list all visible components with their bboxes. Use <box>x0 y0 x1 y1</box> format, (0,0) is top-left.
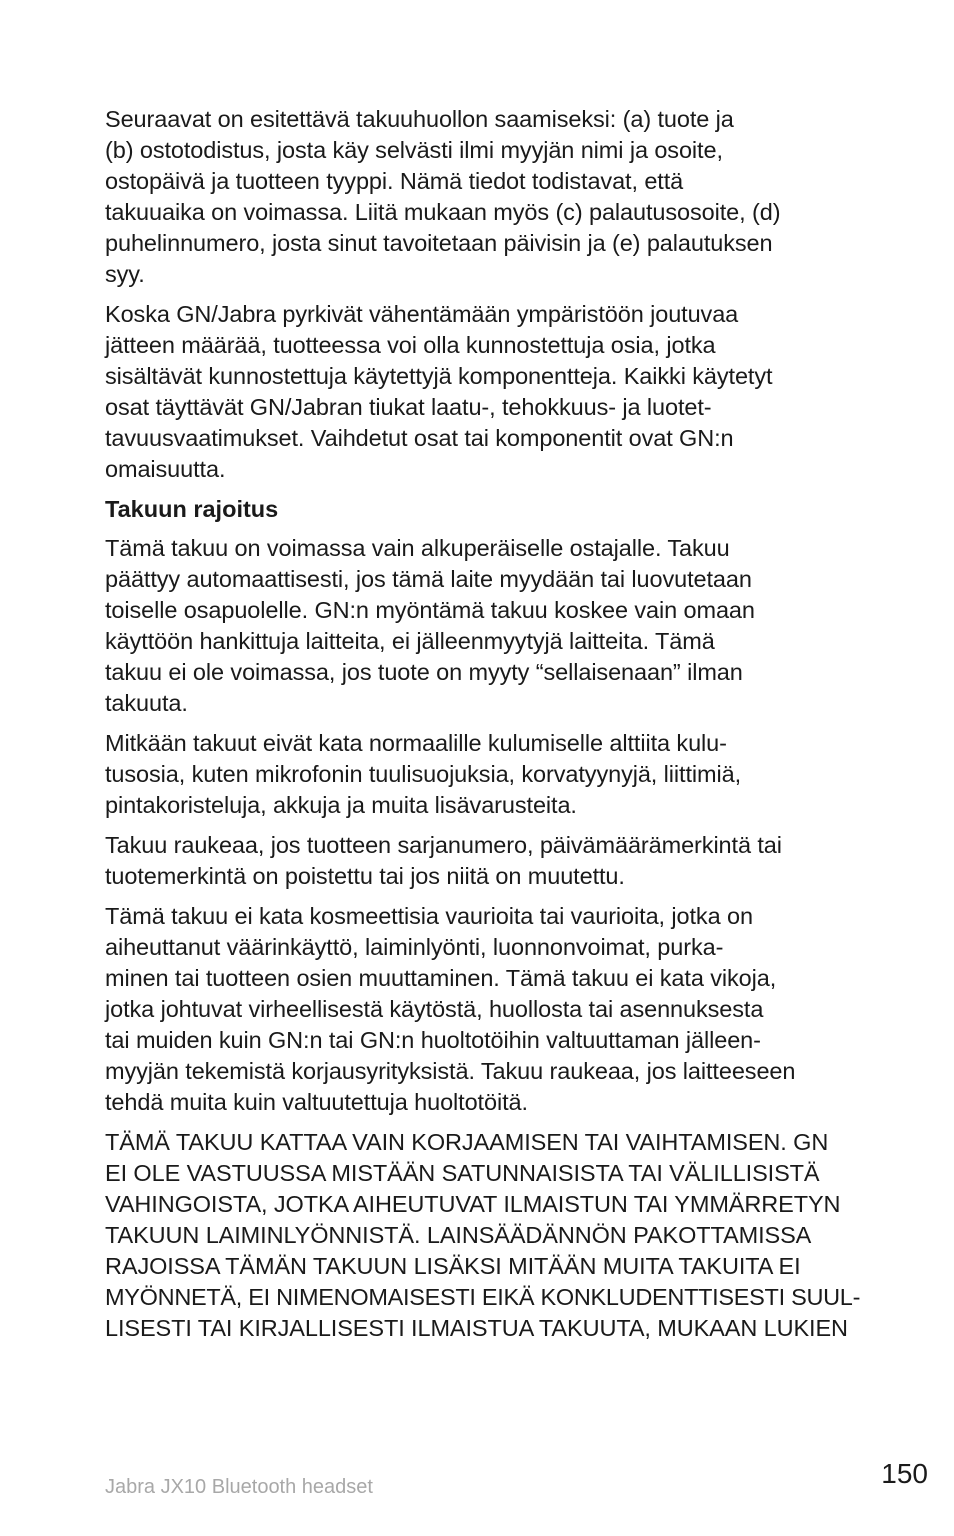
text-line: Tämä takuu ei kata kosmeettisia vaurioita tai vaurioita, jotka on <box>105 903 753 929</box>
paragraph-warranty-requirements <box>105 104 860 290</box>
text-line: Koska GN/Jabra pyrkivät vähentämään ympäristöön joutuvaa <box>105 301 739 327</box>
text-line: osat täyttävät GN/Jabran tiukat laatu-, tehokkuus- ja luotet- <box>105 394 712 420</box>
text-line: Seuraavat on esitettävä takuuhuollon saamiseksi: (a) tuote ja <box>105 106 734 132</box>
page-number: 150 <box>881 1458 928 1489</box>
text-line: takuu ei ole voimassa, jos tuote on myyty “sellaisenaan” ilman <box>105 659 743 685</box>
section-heading: Takuun rajoitus <box>105 496 279 522</box>
text-line: aiheuttanut väärinkäyttö, laiminlyönti, luonnonvoimat, purka- <box>105 934 724 960</box>
footer-product-title: Jabra JX10 Bluetooth headset <box>105 1476 373 1498</box>
text-line: puhelinnumero, josta sinut tavoitetaan päivisin ja (e) palautuksen <box>105 230 773 256</box>
text-line: takuuta. <box>105 690 188 716</box>
text-line: sisältävät kunnostettuja käytettyjä komponentteja. Kaikki käytetyt <box>105 363 773 389</box>
text-line: EI OLE VASTUUSSA MISTÄÄN SATUNNAISISTA TAI VÄLILLISISTÄ <box>105 1160 820 1186</box>
text-line: myyjän tekemistä korjausyrityksistä. Takuu raukeaa, jos laitteeseen <box>105 1058 796 1084</box>
paragraph-refurbished-parts <box>105 299 860 485</box>
document-body <box>105 104 860 1353</box>
text-line: Takuu raukeaa, jos tuotteen sarjanumero, päivämäärämerkintä tai <box>105 832 782 858</box>
text-line: tuotemerkintä on poistettu tai jos niitä on muutettu. <box>105 863 625 889</box>
paragraph-liability-disclaimer <box>105 1127 860 1344</box>
text-line: toiselle osapuolelle. GN:n myöntämä takuu koskee vain omaan <box>105 597 755 623</box>
text-line: tehdä muita kuin valtuutettuja huoltotöitä. <box>105 1089 528 1115</box>
text-line: RAJOISSA TÄMÄN TAKUUN LISÄKSI MITÄÄN MUITA TAKUITA EI <box>105 1253 801 1279</box>
text-line: Tämä takuu on voimassa vain alkuperäiselle ostajalle. Takuu <box>105 535 730 561</box>
text-line: takuuaika on voimassa. Liitä mukaan myös (c) palautusosoite, (d) <box>105 199 781 225</box>
text-line: VAHINGOISTA, JOTKA AIHEUTUVAT ILMAISTUN TAI YMMÄRRETYN <box>105 1191 841 1217</box>
text-line: käyttöön hankittuja laitteita, ei jälleenmyytyjä laitteita. Tämä <box>105 628 715 654</box>
text-line: päättyy automaattisesti, jos tämä laite myydään tai luovutetaan <box>105 566 752 592</box>
paragraph-wear-parts <box>105 728 860 821</box>
text-line: jotka johtuvat virheellisestä käytöstä, huollosta tai asennuksesta <box>105 996 764 1022</box>
text-line: LISESTI TAI KIRJALLISESTI ILMAISTUA TAKUUTA, MUKAAN LUKIEN <box>105 1315 848 1341</box>
text-line: syy. <box>105 261 145 287</box>
text-line: tai muiden kuin GN:n tai GN:n huoltotöihin valtuuttaman jälleen- <box>105 1027 761 1053</box>
text-line: omaisuutta. <box>105 456 226 482</box>
paragraph-original-purchaser <box>105 533 860 719</box>
paragraph-serial-number <box>105 830 860 892</box>
text-line: TÄMÄ TAKUU KATTAA VAIN KORJAAMISEN TAI VAIHTAMISEN. GN <box>105 1129 829 1155</box>
text-line: TAKUUN LAIMINLYÖNNISTÄ. LAINSÄÄDÄNNÖN PAKOTTAMISSA <box>105 1222 812 1248</box>
text-line: pintakoristeluja, akkuja ja muita lisävarusteita. <box>105 792 577 818</box>
text-line: jätteen määrää, tuotteessa voi olla kunnostettuja osia, jotka <box>105 332 716 358</box>
text-line: tavuusvaatimukset. Vaihdetut osat tai komponentit ovat GN:n <box>105 425 734 451</box>
text-line: tusosia, kuten mikrofonin tuulisuojuksia, korvatyynyjä, liittimiä, <box>105 761 742 787</box>
paragraph-cosmetic-damage <box>105 901 860 1118</box>
text-line: ostopäivä ja tuotteen tyyppi. Nämä tiedot todistavat, että <box>105 168 684 194</box>
text-line: MYÖNNETÄ, EI NIMENOMAISESTI EIKÄ KONKLUDENTTISESTI SUUL- <box>105 1284 861 1310</box>
text-line: Mitkään takuut eivät kata normaalille kulumiselle alttiita kulu- <box>105 730 727 756</box>
text-line: minen tai tuotteen osien muuttaminen. Tämä takuu ei kata vikoja, <box>105 965 777 991</box>
text-line: (b) ostotodistus, josta käy selvästi ilmi myyjän nimi ja osoite, <box>105 137 723 163</box>
